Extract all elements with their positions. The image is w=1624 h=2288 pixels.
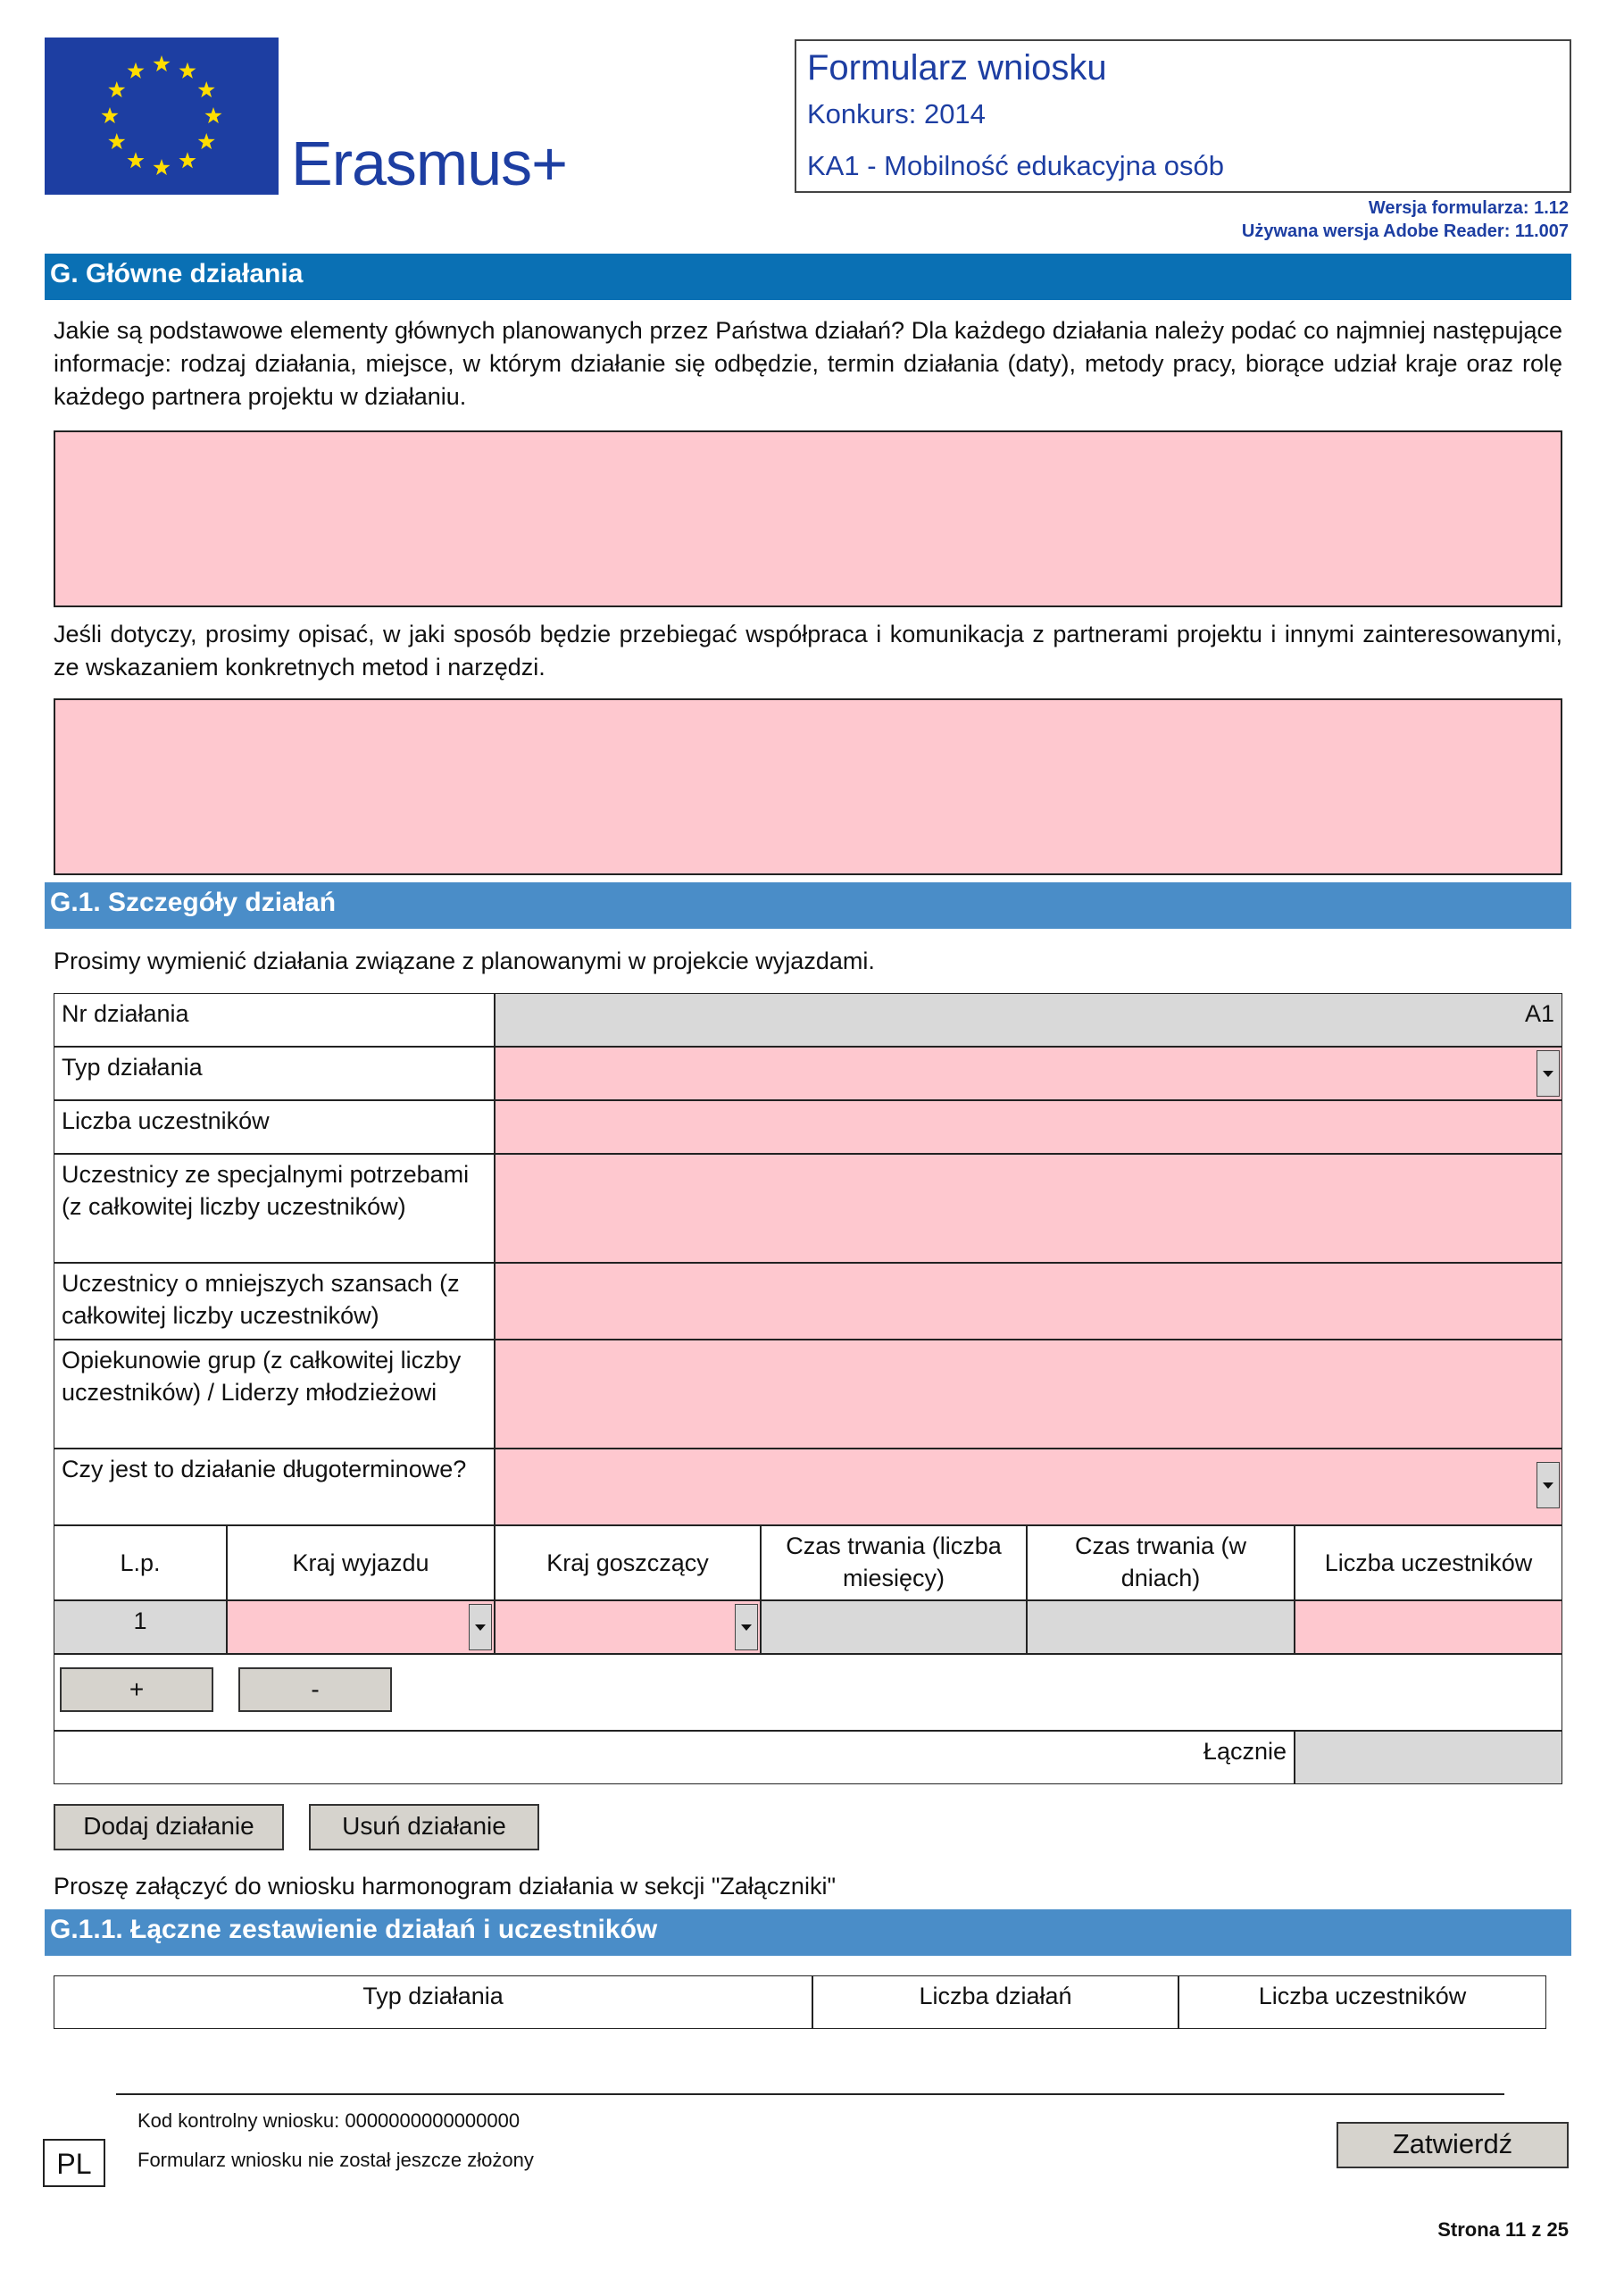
section-g-header: G. Główne działania — [45, 254, 1571, 300]
main-activities-textarea[interactable] — [54, 430, 1562, 607]
page-number: Strona 11 z 25 — [1437, 2218, 1569, 2241]
activity-number-value: A1 — [495, 993, 1562, 1047]
total-value — [1295, 1731, 1562, 1784]
attachment-note: Proszę załączyć do wniosku harmonogram działania w sekcji "Załączniki" — [54, 1873, 837, 1900]
duration-months-field — [761, 1600, 1027, 1654]
action-label: KA1 - Mobilność edukacyjna osób — [807, 150, 1224, 181]
summary-col-participants: Liczba uczestników — [1178, 1975, 1546, 2029]
activity-type-select[interactable] — [495, 1047, 1562, 1100]
star-icon — [198, 133, 215, 149]
flow-controls-row — [54, 1654, 1562, 1731]
col-days-header: Czas trwania (w dniach) — [1027, 1525, 1295, 1600]
duration-days-field — [1027, 1600, 1295, 1654]
form-title-box — [795, 39, 1571, 193]
col-months-header: Czas trwania (liczba miesięcy) — [761, 1525, 1027, 1600]
departure-country-select[interactable] — [227, 1600, 495, 1654]
eu-flag-icon — [45, 38, 279, 195]
summary-col-activities: Liczba działań — [812, 1975, 1178, 2029]
section-g1-header: G.1. Szczegóły działań — [45, 882, 1571, 929]
control-code: Kod kontrolny wniosku: 0000000000000000 — [137, 2109, 521, 2132]
add-activity-button[interactable]: Dodaj działanie — [54, 1804, 284, 1850]
section-g-question-1: Jakie są podstawowe elementy głównych planowanych przez Państwa działań? Dla każdego działania należy podać co najmniej następujące informacje: rodzaj działania, miejsce, w którym działanie się odbędzie, termin działania (daty), metody pracy, biorące udział kraje oraz rolę każdego partnera projektu w działaniu. — [54, 317, 1562, 410]
group-leaders-input[interactable] — [495, 1340, 1562, 1449]
long-term-label: Czy jest to działanie długoterminowe? — [54, 1449, 495, 1525]
summary-col-type: Typ działania — [54, 1975, 812, 2029]
submit-button[interactable]: Zatwierdź — [1337, 2122, 1569, 2168]
chevron-down-icon[interactable] — [735, 1604, 758, 1650]
participants-count-label: Liczba uczestników — [54, 1100, 495, 1154]
star-icon — [101, 107, 118, 123]
language-badge: PL — [43, 2139, 105, 2187]
activity-type-label: Typ działania — [54, 1047, 495, 1100]
footer-divider — [116, 2093, 1504, 2095]
section-g1-intro: Prosimy wymienić działania związane z planowanymi w projekcie wyjazdami. — [54, 948, 875, 974]
section-g11-header: G.1.1. Łączne zestawienie działań i uczestników — [45, 1909, 1571, 1956]
flow-participants-input[interactable] — [1295, 1600, 1562, 1654]
host-country-select[interactable] — [495, 1600, 761, 1654]
star-icon — [179, 63, 196, 79]
col-host-header: Kraj goszczący — [495, 1525, 761, 1600]
col-participants-header: Liczba uczestników — [1295, 1525, 1562, 1600]
star-icon — [127, 63, 144, 79]
chevron-down-icon[interactable] — [1537, 1050, 1560, 1097]
group-leaders-label: Opiekunowie grup (z całkowitej liczby uczestników) / Liderzy młodzieżowi — [54, 1340, 495, 1449]
col-lp-header: L.p. — [54, 1525, 227, 1600]
activity-number-label: Nr działania — [54, 993, 495, 1047]
star-icon — [153, 159, 170, 175]
reader-version: Używana wersja Adobe Reader: 11.007 — [1241, 221, 1569, 241]
competition-label: Konkurs: 2014 — [807, 98, 986, 129]
star-icon — [153, 55, 170, 71]
star-icon — [127, 152, 144, 168]
fewer-opportunities-input[interactable] — [495, 1263, 1562, 1340]
special-needs-label: Uczestnicy ze specjalnymi potrzebami (z całkowitej liczby uczestników) — [54, 1154, 495, 1263]
star-icon — [204, 107, 221, 123]
section-g-question-2: Jeśli dotyczy, prosimy opisać, w jaki sposób będzie przebiegać współpraca i komunikacja z partnerami projektu i innymi zainteresowanymi, ze wskazaniem konkretnych metod i narzędzi. — [54, 621, 1562, 681]
star-icon — [198, 81, 215, 97]
long-term-select[interactable] — [495, 1449, 1562, 1525]
total-label: Łącznie — [54, 1731, 1295, 1784]
star-icon — [108, 133, 125, 149]
star-icon — [108, 81, 125, 97]
col-departure-header: Kraj wyjazdu — [227, 1525, 495, 1600]
form-version: Wersja formularza: 1.12 — [1368, 198, 1569, 218]
star-icon — [179, 152, 196, 168]
fewer-opportunities-label: Uczestnicy o mniejszych szansach (z całkowitej liczby uczestników) — [54, 1263, 495, 1340]
add-flow-button[interactable]: + — [60, 1667, 213, 1712]
brand-logo-text: Erasmus+ — [291, 129, 568, 198]
remove-flow-button[interactable]: - — [238, 1667, 392, 1712]
submission-status: Formularz wniosku nie został jeszcze złożony — [137, 2149, 534, 2171]
participants-count-input[interactable] — [495, 1100, 1562, 1154]
special-needs-input[interactable] — [495, 1154, 1562, 1263]
form-title: Formularz wniosku — [807, 48, 1107, 88]
chevron-down-icon[interactable] — [1537, 1462, 1560, 1508]
remove-activity-button[interactable]: Usuń działanie — [309, 1804, 539, 1850]
flow-row-index: 1 — [54, 1600, 227, 1654]
chevron-down-icon[interactable] — [469, 1604, 492, 1650]
cooperation-textarea[interactable] — [54, 698, 1562, 875]
